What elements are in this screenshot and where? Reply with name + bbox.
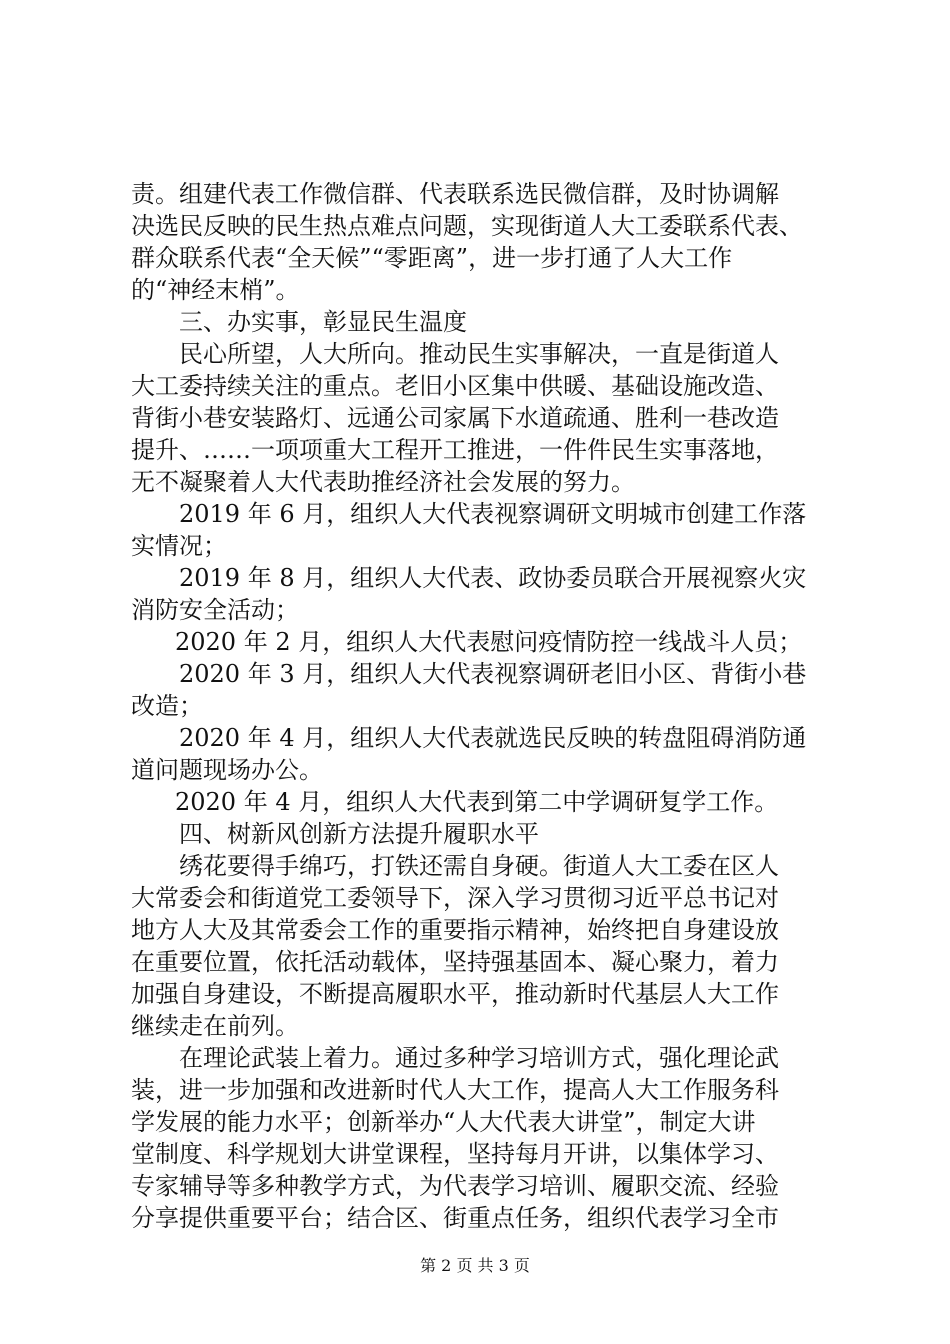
text-line: 地方人大及其常委会工作的重要指示精神，始终把自身建设放 — [131, 916, 779, 944]
page-footer — [0, 1256, 950, 1276]
text-line: 分享提供重要平台；结合区、街重点任务，组织代表学习全市 — [131, 1204, 779, 1232]
text-line: 提升、……一项项重大工程开工推进，一件件民生实事落地， — [131, 436, 779, 464]
text-line: 消防安全活动； — [131, 596, 299, 624]
text-line: 在重要位置，依托活动载体，坚持强基固本、凝心聚力，着力 — [131, 948, 779, 976]
text-line: 加强自身建设，不断提高履职水平，推动新时代基层人大工作 — [131, 980, 779, 1008]
text-line: 堂制度、科学规划大讲堂课程，坚持每月开讲，以集体学习、 — [131, 1140, 779, 1168]
section-heading: 四、树新风创新方法提升履职水平 — [179, 820, 539, 848]
text-line: 群众联系代表“全天候”“零距离”，进一步打通了人大工作 — [131, 244, 733, 272]
text-line: 改造； — [131, 692, 203, 720]
list-item: 2020 年 3 月，组织人大代表视察调研老旧小区、背街小巷 — [179, 660, 807, 688]
text-line: 责。组建代表工作微信群、代表联系选民微信群，及时协调解 — [131, 180, 779, 208]
text-line: 继续走在前列。 — [131, 1012, 299, 1040]
text-line: 实情况； — [131, 532, 227, 560]
list-item: 2019 年 6 月，组织人大代表视察调研文明城市创建工作落 — [179, 500, 807, 528]
text-line: 学发展的能力水平；创新举办“人大代表大讲堂”，制定大讲 — [131, 1108, 756, 1136]
text-line: 民心所望，人大所向。推动民生实事解决，一直是街道人 — [179, 340, 779, 368]
list-item: 2019 年 8 月，组织人大代表、政协委员联合开展视察火灾 — [179, 564, 807, 592]
list-item: 2020 年 2 月，组织人大代表慰问疫情防控一线战斗人员； — [175, 628, 803, 656]
text-line: 道问题现场办公。 — [131, 756, 323, 784]
text-line: 无不凝聚着人大代表助推经济社会发展的努力。 — [131, 468, 635, 496]
text-line: 在理论武装上着力。通过多种学习培训方式，强化理论武 — [179, 1044, 779, 1072]
text-line: 绣花要得手绵巧，打铁还需自身硬。街道人大工委在区人 — [179, 852, 779, 880]
text-line: 背街小巷安装路灯、远通公司家属下水道疏通、胜利一巷改造 — [131, 404, 779, 432]
section-heading: 三、办实事，彰显民生温度 — [179, 308, 467, 336]
text-line: 大工委持续关注的重点。老旧小区集中供暖、基础设施改造、 — [131, 372, 779, 400]
text-line: 大常委会和街道党工委领导下，深入学习贯彻习近平总书记对 — [131, 884, 779, 912]
list-item: 2020 年 4 月，组织人大代表到第二中学调研复学工作。 — [175, 788, 779, 816]
list-item: 2020 年 4 月，组织人大代表就选民反映的转盘阻碍消防通 — [179, 724, 807, 752]
text-line: 装，进一步加强和改进新时代人大工作，提高人大工作服务科 — [131, 1076, 779, 1104]
document-body — [131, 178, 841, 1234]
text-line: 专家辅导等多种教学方式，为代表学习培训、履职交流、经验 — [131, 1172, 779, 1200]
text-line: 决选民反映的民生热点难点问题，实现街道人大工委联系代表、 — [131, 212, 803, 240]
page-number: 第 2 页 共 3 页 — [420, 1256, 530, 1275]
text-line: 的“神经末梢”。 — [131, 276, 300, 304]
